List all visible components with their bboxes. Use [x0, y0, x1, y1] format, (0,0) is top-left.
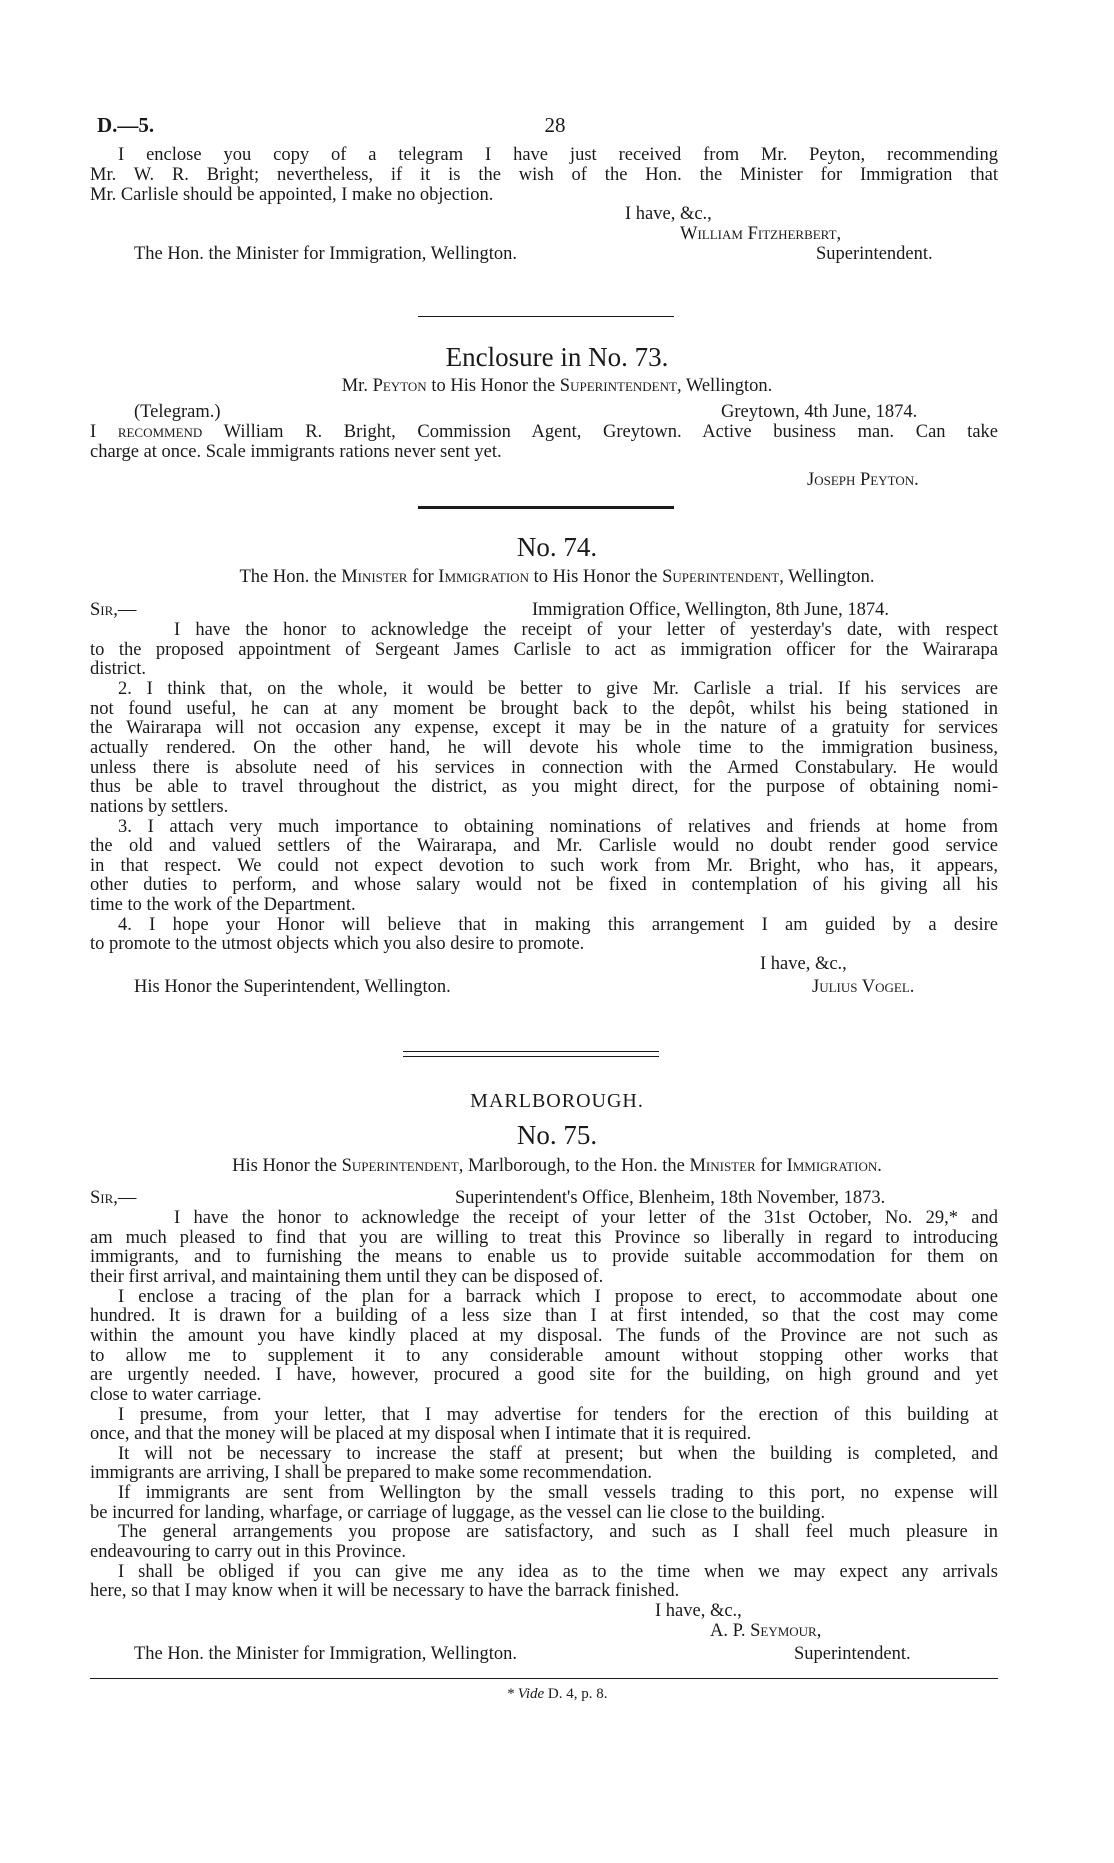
paragraph-line: unless there is absolute need of his services in connection with the Armed Constabulary. He would — [90, 758, 998, 778]
footnote-divider — [90, 1678, 998, 1679]
paragraph-line: I have the honor to acknowledge the receipt of your letter of the 31st October, No. 29,* and — [174, 1208, 998, 1228]
paragraph-line: I have the honor to acknowledge the receipt of your letter of yesterday's date, with respect — [174, 620, 998, 640]
paragraph-line: am much pleased to find that you are willing to treat this Province so liberally in regard to introducing — [90, 1228, 998, 1248]
divider — [403, 1056, 659, 1057]
paragraph-line: within the amount you have kindly placed at my disposal. The funds of the Province are not such as — [90, 1326, 998, 1346]
paragraph-line: not found useful, he can at any moment be brought back to the depôt, whilst his being stationed in — [90, 699, 998, 719]
paragraph-line: I enclose you copy of a telegram I have just received from Mr. Peyton, recommending — [118, 145, 998, 165]
paragraph-line: other duties to perform, and whose salary would not be fixed in contemplation of his giving all his — [90, 875, 998, 895]
signature: Joseph Peyton. — [807, 470, 919, 490]
document-reference: D.—5. — [97, 113, 155, 137]
letter-subtitle: The Hon. the Minister for Immigration to His Honor the Superintendent, Wellington. — [239, 567, 875, 587]
signature: Julius Vogel. — [812, 977, 915, 997]
paragraph-line: 4. I hope your Honor will believe that in making this arrangement I am guided by a desire — [118, 915, 998, 935]
addressee: The Hon. the Minister for Immigration, Wellington. — [134, 1644, 518, 1664]
footnote: * Vide D. 4, p. 8. — [506, 1686, 608, 1702]
place-date: Immigration Office, Wellington, 8th June, 1874. — [532, 600, 889, 620]
paragraph-line: 2. I think that, on the whole, it would be better to give Mr. Carlisle a trial. If his services are — [118, 679, 998, 699]
paragraph-line: the old and valued settlers of the Wairarapa, and Mr. Carlisle would no doubt render good service — [90, 836, 998, 856]
paragraph-line: their first arrival, and maintaining them until they can be disposed of. — [90, 1267, 604, 1287]
letter-heading: No. 74. — [516, 532, 598, 562]
paragraph-line: actually rendered. On the other hand, he will devote his whole time to the immigration business, — [90, 738, 998, 758]
addressee: His Honor the Superintendent, Wellington. — [134, 977, 451, 997]
paragraph-line: time to the work of the Department. — [90, 895, 356, 915]
paragraph-line: to the proposed appointment of Sergeant James Carlisle to act as immigration officer for the Wairarapa — [90, 640, 998, 660]
paragraph-line: nations by settlers. — [90, 797, 229, 817]
paragraph-line: once, and that the money will be placed at my disposal when I intimate that it is required. — [90, 1424, 752, 1444]
paragraph-line: If immigrants are sent from Wellington by the small vessels trading to this port, no expense will — [118, 1483, 998, 1503]
page-number: 28 — [544, 113, 566, 137]
paragraph-line: charge at once. Scale immigrants rations never sent yet. — [90, 442, 502, 462]
paragraph-line: I presume, from your letter, that I may advertise for tenders for the erection of this building at — [118, 1405, 998, 1425]
paragraph-line: are urgently needed. I have, however, procured a good site for the building, on high ground and yet — [90, 1365, 998, 1385]
signature: A. P. Seymour, — [710, 1621, 822, 1641]
paragraph-line: in that respect. We could not expect devotion to such work from Mr. Bright, who has, it appears, — [90, 856, 998, 876]
telegram-label: (Telegram.) — [134, 402, 221, 422]
salutation: Sir,— — [90, 600, 137, 620]
paragraph-line: The general arrangements you propose are satisfactory, and such as I shall feel much pleasure in — [118, 1522, 998, 1542]
paragraph-line: here, so that I may know when it will be necessary to have the barrack finished. — [90, 1581, 680, 1601]
letter-subtitle: Mr. Peyton to His Honor the Superintendent, Wellington. — [341, 376, 773, 396]
paragraph-line: It will not be necessary to increase the staff at present; but when the building is completed, and — [118, 1444, 998, 1464]
paragraph-line: close to water carriage. — [90, 1385, 262, 1405]
signatory-title: Superintendent. — [816, 244, 933, 264]
divider — [418, 316, 674, 317]
signature: William Fitzherbert, — [680, 224, 842, 244]
letter-heading: No. 75. — [516, 1120, 598, 1150]
section-heading: Enclosure in No. 73. — [445, 342, 669, 372]
divider — [403, 1051, 659, 1052]
section-heading: MARLBOROUGH. — [470, 1090, 644, 1112]
closing: I have, &c., — [655, 1601, 742, 1621]
paragraph-line: 3. I attach very much importance to obtaining nominations of relatives and friends at home from — [118, 817, 998, 837]
paragraph-line: district. — [90, 659, 147, 679]
paragraph-line: I shall be obliged if you can give me any idea as to the time when we may expect any arrivals — [118, 1562, 998, 1582]
signatory-title: Superintendent. — [794, 1644, 911, 1664]
paragraph-line: I recommend William R. Bright, Commission Agent, Greytown. Active business man. Can take — [90, 422, 998, 442]
paragraph-line: the Wairarapa will not occasion any expense, except it may be in the nature of a gratuity for services — [90, 718, 998, 738]
salutation: Sir,— — [90, 1188, 137, 1208]
paragraph-line: to allow me to supplement it to any considerable amount without stopping other works that — [90, 1346, 998, 1366]
paragraph-line: to promote to the utmost objects which you also desire to promote. — [90, 934, 585, 954]
divider — [418, 506, 674, 509]
paragraph-line: hundred. It is drawn for a building of a less size than I at first intended, so that the cost may come — [90, 1306, 998, 1326]
letter-subtitle: His Honor the Superintendent, Marlborough, to the Hon. the Minister for Immigration. — [232, 1156, 882, 1176]
paragraph-line: be incurred for landing, wharfage, or carriage of luggage, as the vessel can lie close to the building. — [90, 1503, 826, 1523]
paragraph-line: immigrants are arriving, I shall be prepared to make some recommendation. — [90, 1463, 653, 1483]
paragraph-line: Mr. W. R. Bright; nevertheless, if it is the wish of the Hon. the Minister for Immigration that — [90, 165, 998, 185]
addressee: The Hon. the Minister for Immigration, Wellington. — [134, 244, 518, 264]
paragraph-line: Mr. Carlisle should be appointed, I make no objection. — [90, 185, 494, 205]
place-date: Superintendent's Office, Blenheim, 18th November, 1873. — [455, 1188, 886, 1208]
paragraph-line: thus be able to travel throughout the district, as you might direct, for the purpose of obtaining nomi- — [90, 777, 998, 797]
closing: I have, &c., — [760, 954, 847, 974]
paragraph-line: endeavouring to carry out in this Province. — [90, 1542, 406, 1562]
paragraph-line: I enclose a tracing of the plan for a barrack which I propose to erect, to accommodate about one — [118, 1287, 998, 1307]
closing: I have, &c., — [625, 204, 712, 224]
paragraph-line: immigrants, and to furnishing the means to enable us to provide suitable accommodation for them on — [90, 1247, 998, 1267]
place-date: Greytown, 4th June, 1874. — [721, 402, 918, 422]
